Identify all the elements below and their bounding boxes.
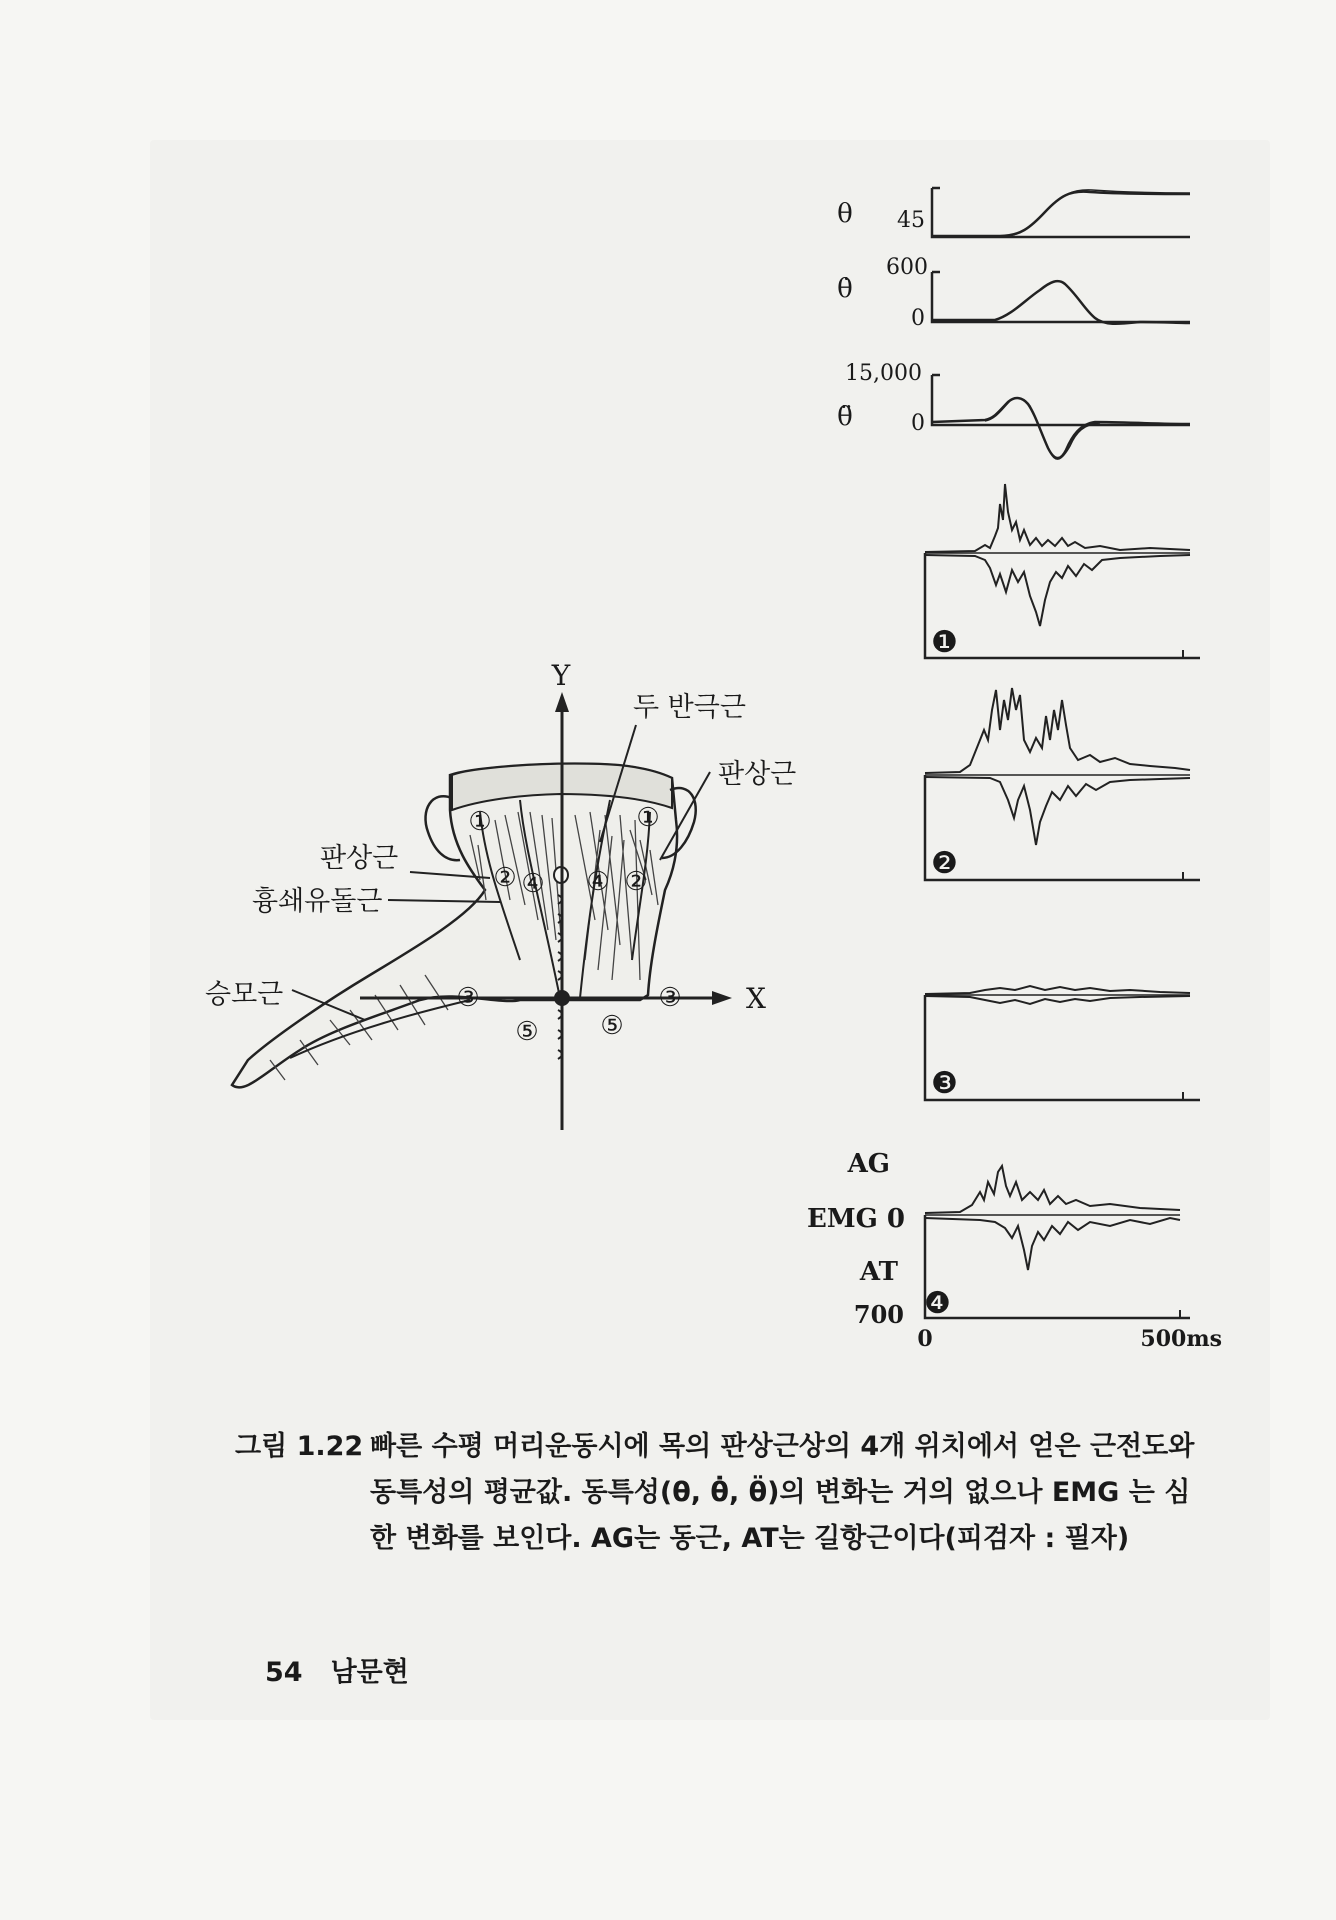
site-2-left: ② xyxy=(493,863,517,893)
caption-number: 그림 1.22 xyxy=(235,1431,364,1462)
author-name: 남문현 xyxy=(330,1657,409,1688)
figure-caption xyxy=(235,1424,1215,1562)
theta-trace-b xyxy=(1000,190,1190,237)
site-3-right: ③ xyxy=(658,983,682,1013)
theta-max-tick: 45 xyxy=(897,208,925,233)
label-splenius-right: 판상근 xyxy=(718,759,797,790)
site-1-right: ① xyxy=(636,803,660,833)
panel-4-emg-label: EMG 0 xyxy=(807,1204,905,1234)
site-4-right: ④ xyxy=(586,867,610,897)
site-5-left: ⑤ xyxy=(515,1017,539,1047)
emg-panel-4-label: ❹ xyxy=(924,1286,951,1321)
site-4-left: ④ xyxy=(521,869,545,899)
site-1-left: ① xyxy=(468,807,492,837)
emg-panel-3 xyxy=(925,986,1200,1101)
theta-dot-plot xyxy=(837,255,1190,331)
label-splenius-left: 판상근 xyxy=(320,843,399,874)
panel-4-ag-label: AG xyxy=(847,1149,890,1179)
emg-panel-1-agonist xyxy=(925,484,1190,552)
y-axis-arrow xyxy=(555,692,569,712)
emg-panel-1-frame xyxy=(925,553,1200,658)
emg-panel-1-antagonist xyxy=(925,555,1190,626)
emg-panel-3-label: ❸ xyxy=(931,1066,958,1101)
page-number: 54 xyxy=(265,1657,303,1688)
site-5-right: ⑤ xyxy=(600,1011,624,1041)
label-scm: 흉쇄유돌근 xyxy=(252,886,383,917)
emg-panel-1-label: ❶ xyxy=(931,625,958,660)
theta-dot-max-tick: 600 xyxy=(886,255,928,280)
theta-ddot-trace xyxy=(932,398,1190,458)
axis-y-label: Y xyxy=(551,659,571,692)
emg-panel-2-antagonist xyxy=(925,777,1190,845)
panel-4-at-label: AT xyxy=(859,1257,898,1287)
theta-ddot-symbol: θ̈ xyxy=(837,402,853,432)
emg-panel-4-agonist xyxy=(925,1166,1180,1213)
theta-dot-symbol: θ̇ xyxy=(837,274,853,304)
time-axis-start: 0 xyxy=(917,1326,933,1352)
caption-text: 빠른 수평 머리운동시에 목의 판상근상의 4개 위치에서 얻은 근전도와 동특성의 평균값. 동특성(θ, θ̇, θ̈)의 변화는 거의 없으나 EMG 는 심한 변화를 보인다. AG는 동근, AT는 길항근이다(피검자 : 필자) xyxy=(370,1431,1195,1554)
x-axis-arrow xyxy=(712,991,732,1005)
theta-ddot-max-tick: 15,000 xyxy=(845,361,922,386)
emg-panel-4 xyxy=(807,1149,1222,1352)
label-semispinalis: 두 반극근 xyxy=(633,692,746,723)
emg-panel-3-agonist xyxy=(925,986,1190,994)
emg-panel-2 xyxy=(925,688,1200,881)
site-2-right: ② xyxy=(624,867,648,897)
theta-ddot-plot xyxy=(837,361,1190,459)
emg-panel-2-agonist xyxy=(925,688,1190,773)
theta-axis xyxy=(932,188,1190,237)
emg-panel-2-frame xyxy=(925,775,1200,880)
label-trapezius: 승모근 xyxy=(205,979,284,1010)
time-axis-end: 500ms xyxy=(1140,1326,1222,1352)
theta-symbol: θ xyxy=(837,199,853,229)
emg-panel-1 xyxy=(925,484,1200,660)
theta-dot-zero-tick: 0 xyxy=(911,306,925,331)
panel-4-scale-label: 700 xyxy=(853,1300,904,1329)
emg-panel-3-antagonist xyxy=(925,996,1190,1004)
neck-illustration xyxy=(205,659,796,1130)
theta-dot-axis xyxy=(932,272,1190,322)
page-footer xyxy=(265,1650,409,1689)
theta-ddot-axis xyxy=(932,375,1190,425)
site-3-left: ③ xyxy=(456,983,480,1013)
theta-dot-trace xyxy=(932,281,1190,324)
emg-panel-3-frame xyxy=(925,995,1200,1100)
theta-plot xyxy=(837,188,1190,237)
theta-ddot-zero-tick: 0 xyxy=(911,411,925,436)
emg-panel-2-label: ❷ xyxy=(931,846,958,881)
axis-x-label: X xyxy=(746,982,766,1015)
emg-panel-4-antagonist xyxy=(925,1218,1180,1270)
